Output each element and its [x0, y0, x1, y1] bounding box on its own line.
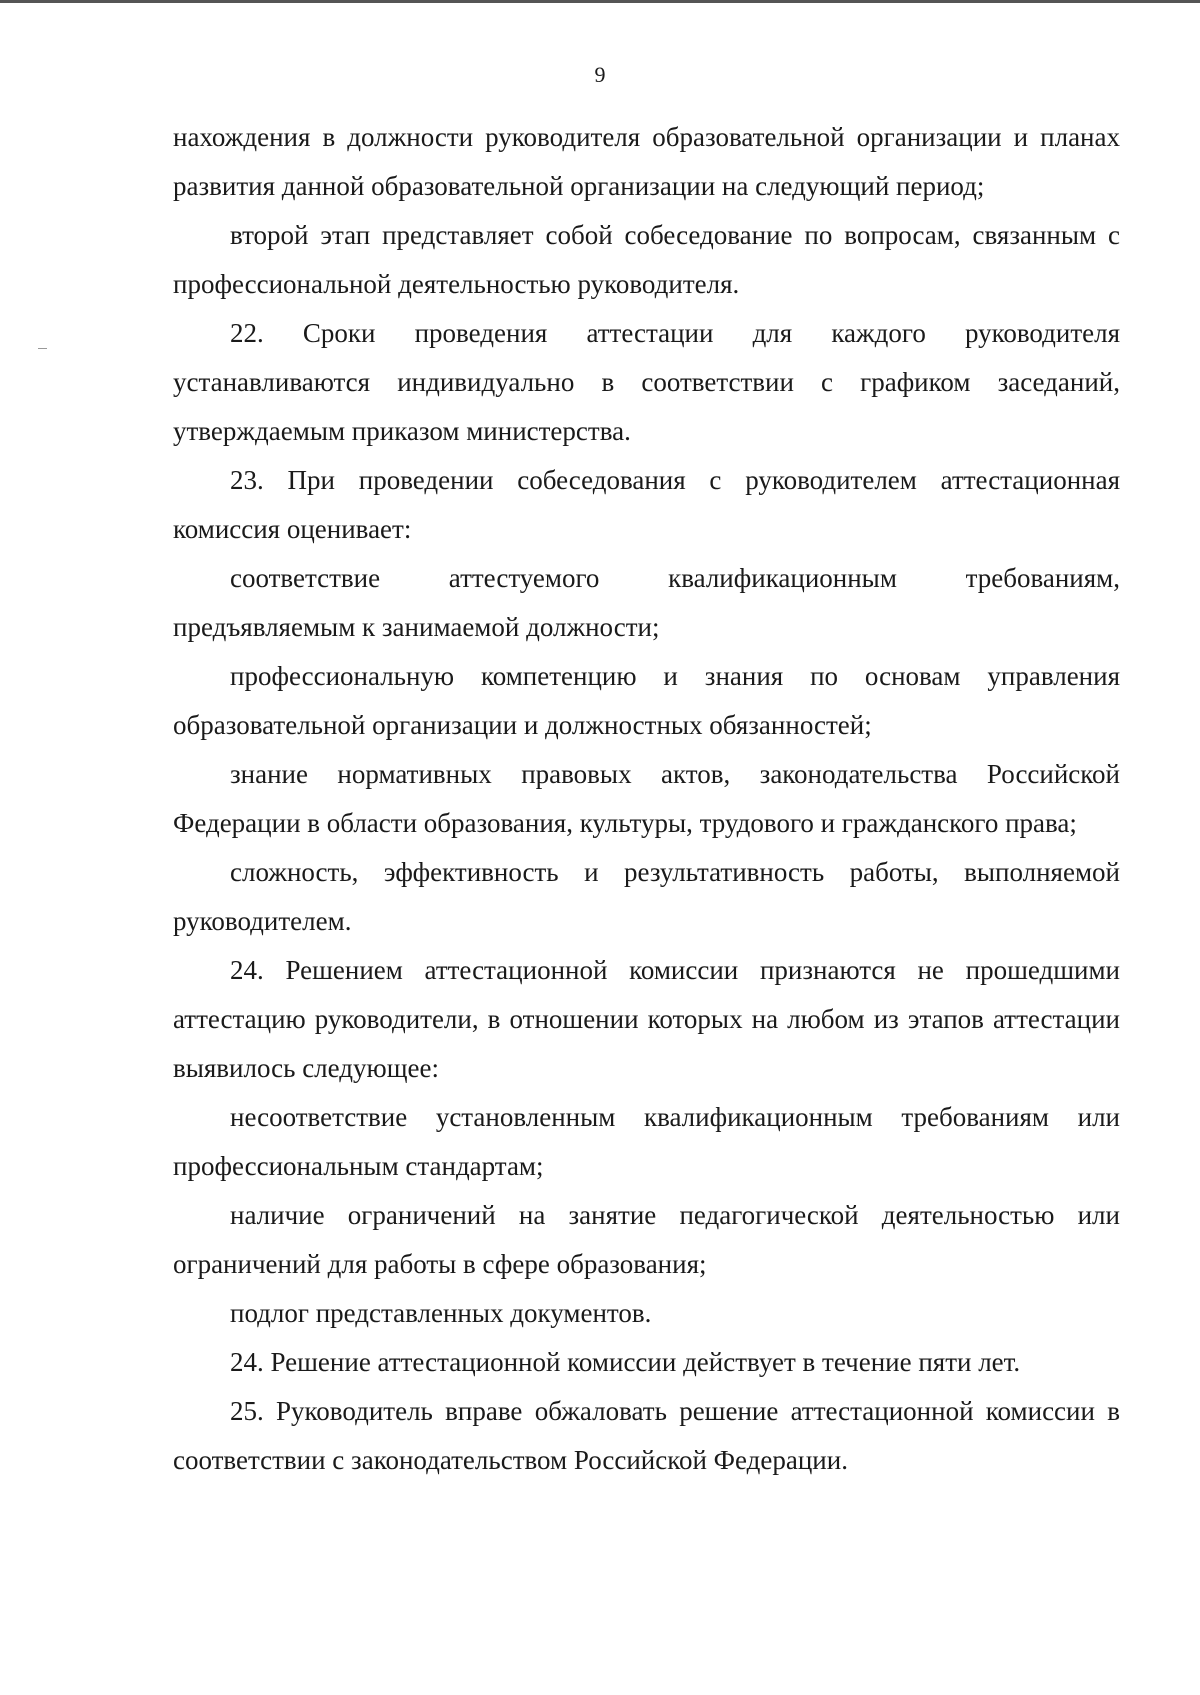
paragraph-4: 23. При проведении собеседования с руководителем аттестационная комиссия оценивает: — [173, 465, 1120, 544]
paragraph-2: второй этап представляет собой собеседование по вопросам, связанным с профессиональной деятельностью руководителя. — [173, 220, 1120, 299]
paragraph-6: профессиональную компетенцию и знания по основам управления образовательной организации и должностных обязанностей; — [173, 661, 1120, 740]
paragraph-13: 24. Решение аттестационной комиссии действует в течение пяти лет. — [230, 1347, 1021, 1377]
paragraph-8: сложность, эффективность и результативность работы, выполняемой руководителем. — [173, 857, 1120, 936]
paragraph-5: соответствие аттестуемого квалификационным требованиям, предъявляемым к занимаемой должности; — [173, 563, 1120, 642]
margin-mark — [38, 348, 47, 349]
paragraph-7: знание нормативных правовых актов, законодательства Российской Федерации в области образования, культуры, трудового и гражданского права; — [173, 759, 1120, 838]
paragraph-3: 22. Сроки проведения аттестации для каждого руководителя устанавливаются индивидуально в соответствии с графиком заседаний, утверждаемым приказом министерства. — [173, 318, 1120, 446]
paragraph-1: нахождения в должности руководителя образовательной организации и планах развития данной образовательной организации на следующий период; — [173, 122, 1120, 201]
paragraph-11: наличие ограничений на занятие педагогической деятельностью или ограничений для работы в сфере образования; — [173, 1200, 1120, 1279]
paragraph-10: несоответствие установленным квалификационным требованиям или профессиональным стандартам; — [173, 1102, 1120, 1181]
paragraph-12: подлог представленных документов. — [230, 1298, 652, 1328]
document-body — [173, 113, 1120, 1485]
paragraph-9: 24. Решением аттестационной комиссии признаются не прошедшими аттестацию руководители, в отношении которых на любом из этапов аттестации выявилось следующее: — [173, 955, 1120, 1083]
top-edge-line — [0, 0, 1200, 3]
page-number: 9 — [594, 62, 606, 87]
paragraph-14: 25. Руководитель вправе обжаловать решение аттестационной комиссии в соответствии с законодательством Российской Федерации. — [173, 1396, 1120, 1475]
